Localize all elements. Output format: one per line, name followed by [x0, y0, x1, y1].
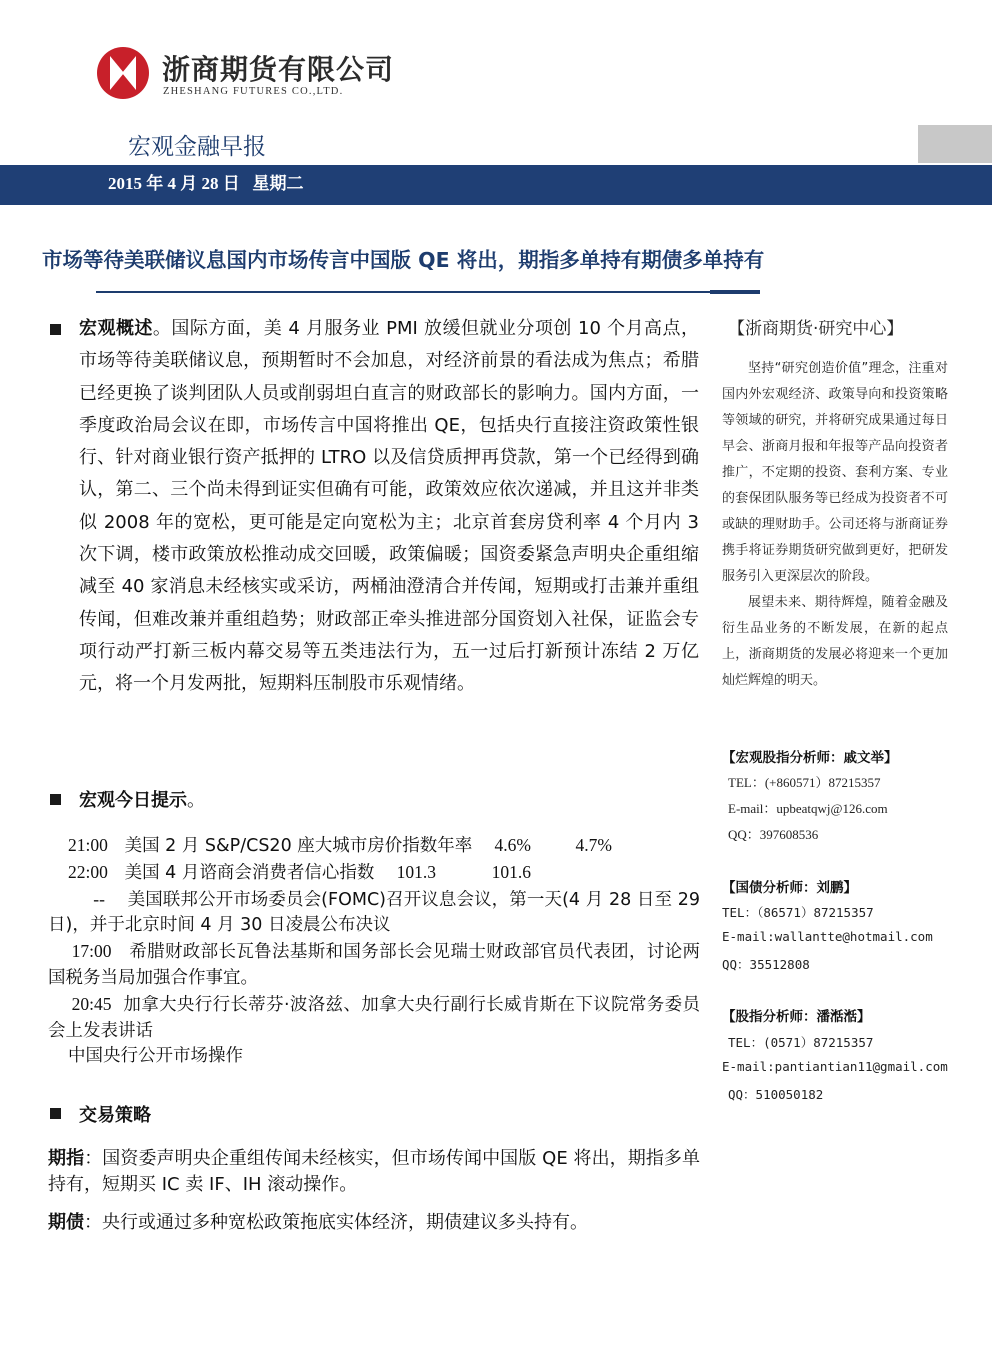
- event-item: 22:00 美国 4 月谘商会消费者信心指数 101.3 101.6: [68, 861, 531, 883]
- strategy-stock-index: 期指：国资委声明央企重组传闻未经核实，但市场传闻中国版 QE 将出，期指多单持有，短期买 IC 卖 IF、IH 滚动操作。: [48, 1148, 701, 1195]
- macro-overview: [79, 313, 699, 701]
- analyst-qq: QQ：510050182: [728, 1087, 824, 1102]
- today-events: [48, 833, 700, 1070]
- analyst-name: 【宏观股指分析师：戚文举】: [722, 750, 898, 766]
- event-item: -- 美国联邦公开市场委员会(FOMC)召开议息会议，第一天(4 月 28 日至 29 日)，并于北京时间 4 月 30 日凌晨公布决议: [48, 888, 700, 936]
- date: 2015 年 4 月 28 日: [108, 174, 240, 193]
- research-center-intro: [722, 356, 948, 694]
- strategy-treasury-futures: 期债：央行或通过多种宽松政策拖底实体经济，期债建议多头持有。: [48, 1212, 588, 1233]
- analyst-qq: QQ：35512808: [722, 957, 810, 972]
- event-item: 中国央行公开市场操作: [68, 1046, 243, 1067]
- analyst-qq: QQ：397608536: [728, 827, 819, 842]
- analyst-tel: TEL：(+860571）87215357: [728, 775, 881, 790]
- research-center-title: 【浙商期货·研究中心】: [728, 319, 904, 339]
- analyst-tel: TEL：(0571）87215357: [728, 1035, 874, 1050]
- analyst-email: E-mail:wallantte@hotmail.com: [722, 929, 933, 944]
- event-item: 17:00 希腊财政部长瓦鲁法基斯和国务部长会见瑞士财政部官员代表团，讨论两国税务当局加强合作事宜。: [48, 941, 700, 988]
- analyst-name: 【股指分析师：潘湉湉】: [722, 1009, 871, 1025]
- report-title: 市场等待美联储议息国内市场传言中国版 QE 将出，期指多单持有期债多单持有: [42, 248, 765, 272]
- bullet-square-icon: [50, 324, 61, 335]
- event-item: 21:00 美国 2 月 S&P/CS20 座大城市房价指数年率 4.6% 4.7%: [68, 835, 612, 856]
- weekday: 星期二: [252, 174, 304, 193]
- title-divider-accent: [710, 290, 760, 294]
- overview-heading: 宏观概述: [79, 318, 153, 339]
- analyst-email: E-mail:pantiantian11@gmail.com: [722, 1059, 948, 1074]
- bullet-square-icon: [50, 794, 61, 805]
- company-name-en: ZHESHANG FUTURES CO.,LTD.: [163, 86, 344, 97]
- event-item: 20:45 加拿大央行行长蒂芬·波洛兹、加拿大央行副行长威肯斯在下议院常务委员会上发表讲话: [48, 993, 700, 1041]
- report-type: 宏观金融早报: [128, 134, 266, 160]
- intro-paragraph: 坚持“研究创造价值”理念，注重对国内外宏观经济、政策导向和投资策略等领域的研究，并将研究成果通过每日早会、浙商月报和年报等产品向投资者推广，不定期的投资、套利方案、专业的套保团队服务等已经成为投资者不可或缺的理财助手。公司还将与浙商证券携手将证券期货研究做到更好，把研发服务引入更深层次的阶段。: [722, 361, 948, 584]
- bullet-square-icon: [50, 1108, 61, 1119]
- header-gray-block: [918, 125, 992, 163]
- strategy-heading: 交易策略: [79, 1105, 151, 1126]
- title-divider: [96, 291, 710, 293]
- analyst-tel: TEL：（86571）87215357: [722, 905, 874, 920]
- analyst-name: 【国债分析师：刘鹏】: [722, 880, 857, 896]
- company-logo: [96, 44, 150, 102]
- intro-paragraph: 展望未来、期待辉煌，随着金融及衍生品业务的不断发展，在新的起点上，浙商期货的发展必将迎来一个更加灿烂辉煌的明天。: [722, 595, 948, 688]
- overview-text: 。国际方面，美 4 月服务业 PMI 放缓但就业分项创 10 个月高点，市场等待美联储议息，预期暂时不会加息，对经济前景的看法成为焦点；希腊已经更换了谈判团队人员或削弱坦白直言的财政部长的影响力。国内方面，一季度政治局会议在即，市场传言中国将推出 QE，包括央行直接注资政策性银行、针对商业银行资产抵押的 LTRO 以及信贷质押再贷款，第一个已经得到确认，第二、三个尚未得到证实但确有可能，政策效应依次递减，并且这并非类似 2008 年的宽松，更可能是定向宽松为主；北京首套房贷利率 4 个月内 3 次下调，楼市政策放松推动成交回暖，政策偏暖；国资委紧急声明央企重组缩减至 40 家消息未经核实或采访，两桶油澄清合并传闻，短期或打击兼并重组传闻，但难改兼并重组趋势；财政部正牵头推进部分国资划入社保，证监会专项行动严打新三板内幕交易等五类违法行为，五一过后打新预计冻结 2 万亿元，将一个月发两批，短期料压制股市乐观情绪。: [79, 318, 700, 695]
- today-heading: 宏观今日提示。: [79, 790, 205, 811]
- company-name-cn: 浙商期货有限公司: [162, 53, 395, 86]
- report-date: [108, 170, 304, 198]
- analyst-email: E-mail：upbeatqwj@126.com: [728, 801, 888, 816]
